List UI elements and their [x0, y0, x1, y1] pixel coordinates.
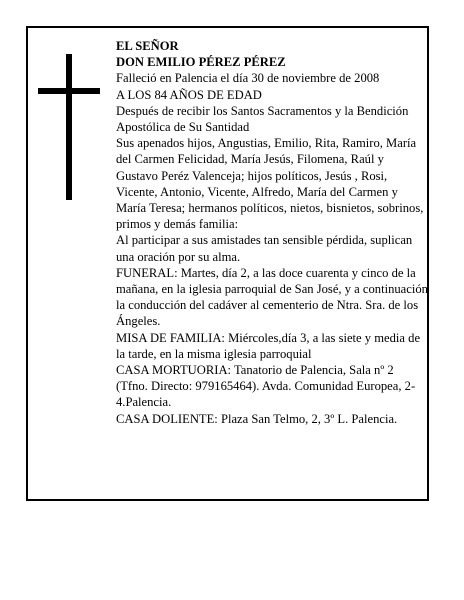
deceased-name: DON EMILIO PÉREZ PÉREZ	[116, 55, 286, 70]
cross-vertical-bar	[66, 54, 72, 200]
cross-icon	[38, 54, 100, 200]
funeral-home-paragraph: CASA MORTUORIA: Tanatorio de Palencia, Sala nº 2 (Tfno. Directo: 979165464). Avda. Comunidad Europea, 2-4.Palencia.	[116, 363, 416, 410]
heading: EL SEÑOR	[116, 39, 179, 53]
sacraments-paragraph: Después de recibir los Santos Sacramentos y la Bendición Apostólica de Su Santidad	[116, 103, 409, 135]
cross-horizontal-bar	[38, 88, 100, 94]
funeral-paragraph: FUNERAL: Martes, día 2, a las doce cuarenta y cinco de la mañana, en la iglesia parroquial de San José, y a continuación la conducción del cadáver al cementerio de Ntra. Sra. de los Ángeles.	[116, 265, 428, 329]
age-line: A LOS 84 AÑOS DE EDAD	[116, 87, 262, 102]
obituary-frame	[26, 26, 429, 501]
request-paragraph: Al participar a sus amistades tan sensible pérdida, suplican una oración por su alma.	[116, 233, 413, 264]
mourning-house-paragraph: CASA DOLIENTE: Plaza San Telmo, 2, 3º L. Palencia.	[116, 411, 398, 426]
family-paragraph: Sus apenados hijos, Angustias, Emilio, Rita, Ramiro, María del Carmen Felicidad, María Jesús, Filomena, Raúl y Gustavo Peréz Valenceja; hijos políticos, Jesús , Rosi, Vicente, Antonio, Vicente, Alfredo, María del Carmen y María Teresa; hermanos políticos, nietos, bisnietos, sobrinos, primos y demás familia:	[116, 136, 424, 232]
death-notice: Falleció en Palencia el día 30 de noviembre de 2008	[116, 71, 380, 86]
obituary-text	[116, 38, 428, 427]
family-mass-paragraph: MISA DE FAMILIA: Miércoles,día 3, a las siete y media de la tarde, en la misma iglesia parroquial	[116, 330, 421, 361]
